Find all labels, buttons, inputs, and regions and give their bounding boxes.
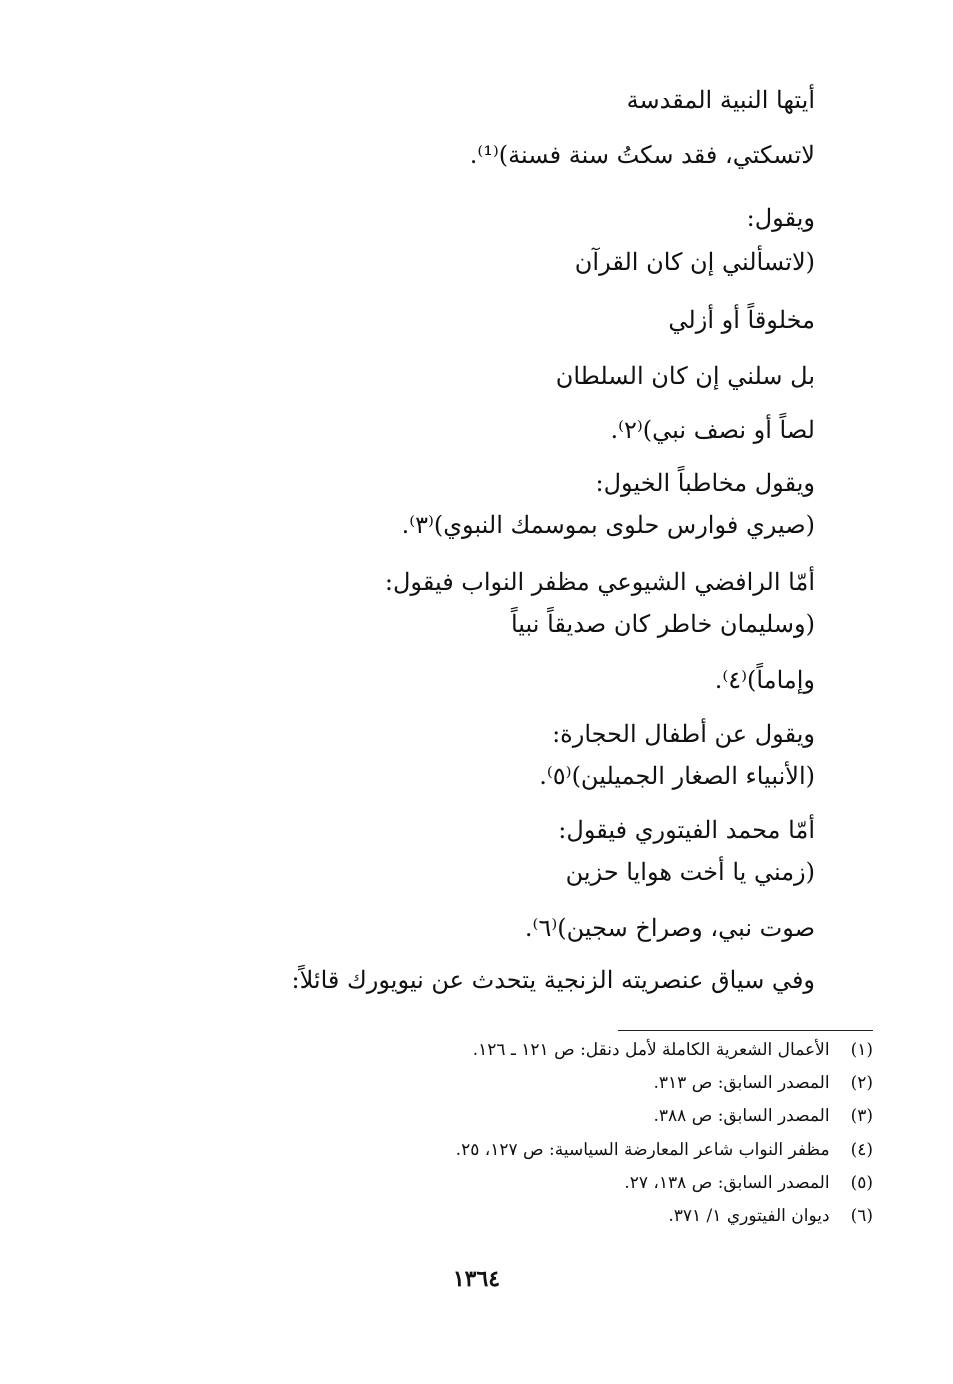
footnote [654,1073,873,1093]
body-line: أمّا الرافضي الشيوعي مظفر النواب فيقول: [384,568,815,596]
body-line: لاتسكتي، فقد سكتُ سنة فسنة)⁽¹⁾. [469,141,815,169]
footnote-text: المصدر السابق: ص ٣١٣. [653,1073,830,1093]
footnote [473,1040,873,1060]
footnote [668,1206,873,1226]
body-line: مخلوقاً أو أزلي [668,306,815,334]
body-line: (صيري فوارس حلوى بموسمك النبوي)⁽٣⁾. [401,511,815,539]
footnote-number: (٦) [850,1206,873,1226]
body-line: ويقول مخاطباً الخيول: [595,469,815,497]
footnote-number: (١) [850,1040,873,1060]
body-line: (لاتسألني إن كان القرآن [574,248,815,276]
body-line: وفي سياق عنصريته الزنجية يتحدث عن نيويورك قائلاً: [291,966,815,994]
body-line: (وسليمان خاطر كان صديقاً نبياً [510,610,815,638]
body-line: أمّا محمد الفيتوري فيقول: [558,816,815,844]
body-line: صوت نبي، وصراخ سجين)⁽٦⁾. [524,914,815,942]
body-line: وإماماً)⁽٤⁾. [714,666,815,694]
body-line: (الأنبياء الصغار الجميلين)⁽٥⁾. [539,762,815,790]
footnote-text: مظفر النواب شاعر المعارضة السياسية: ص ١٢٧، ٢٥. [455,1140,830,1160]
body-line: (زمني يا أخت هوايا حزين [565,858,815,886]
footnote-number: (٥) [850,1173,873,1193]
footnote-text: الأعمال الشعرية الكاملة لأمل دنقل: ص ١٢١ ـ ١٢٦. [472,1040,830,1060]
body-line: أيتها النبية المقدسة [626,86,815,114]
footnote-text: المصدر السابق: ص ٣٨٨. [653,1106,830,1126]
footnote-number: (٢) [850,1073,873,1093]
footnote-text: ديوان الفيتوري ١/ ٣٧١. [668,1206,830,1226]
body-line: لصاً أو نصف نبي)⁽٢⁾. [610,416,815,444]
page-number: ١٣٦٤ [452,1266,501,1292]
body-line: ويقول: [746,204,815,232]
footnote [624,1173,873,1193]
footnote-separator [618,1030,873,1031]
body-line: بل سلني إن كان السلطان [555,362,815,390]
footnote-number: (٣) [850,1106,873,1126]
footnote-text: المصدر السابق: ص ١٣٨، ٢٧. [624,1173,830,1193]
body-line: ويقول عن أطفال الحجارة: [552,720,815,748]
footnote [654,1106,873,1126]
footnote [456,1140,873,1160]
footnote-number: (٤) [850,1140,873,1160]
